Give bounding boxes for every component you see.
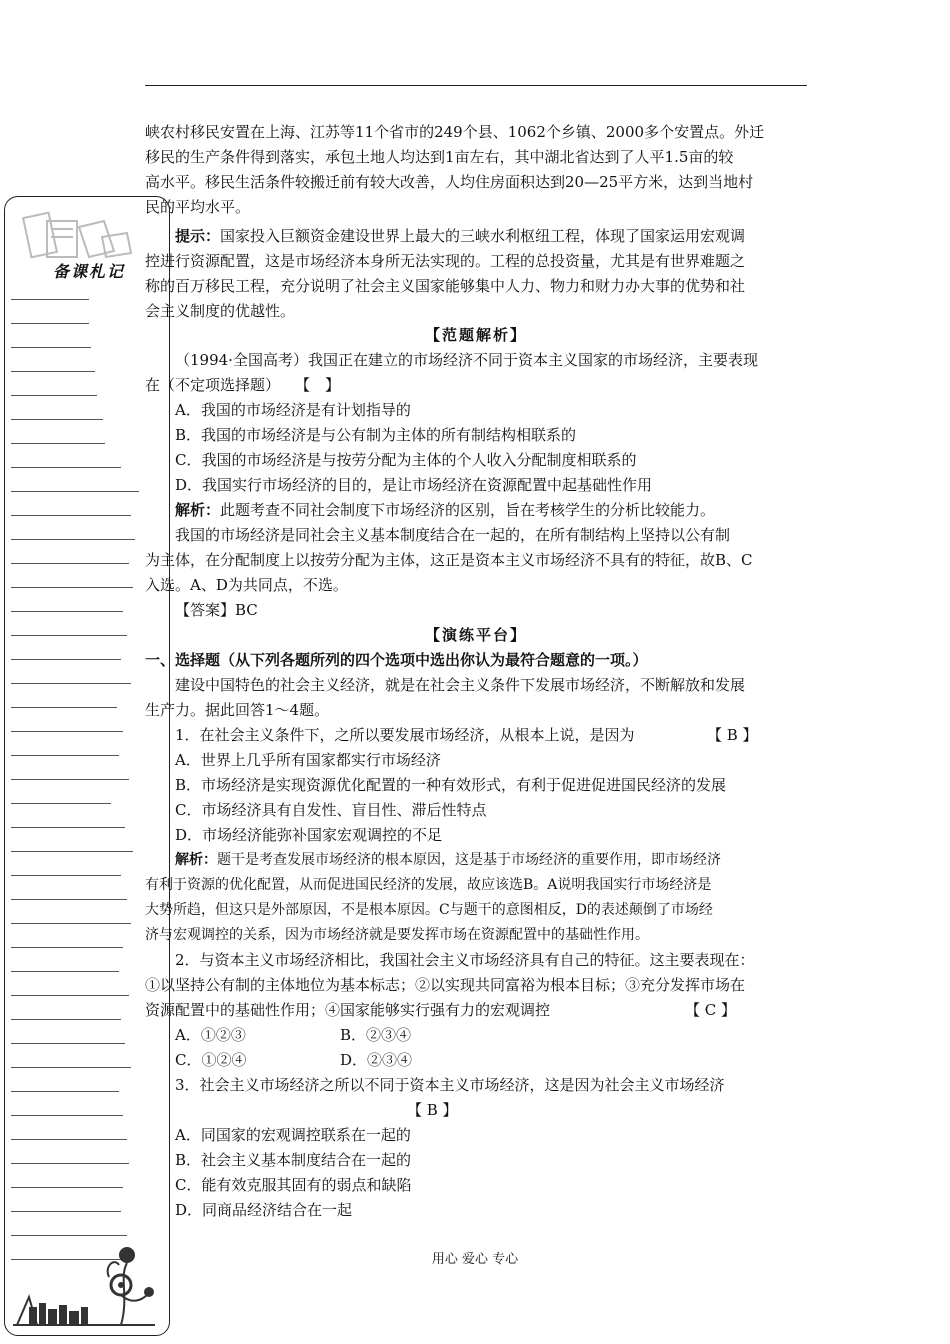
tip-line: 控进行资源配置，这是市场经济本身所无法实现的。工程的总投资量，尤其是有世界难题之 bbox=[145, 252, 746, 270]
note-line bbox=[11, 467, 121, 468]
question-stem: 在（不定项选择题） 【 】 bbox=[145, 376, 341, 394]
option: A．①②③ bbox=[175, 1026, 246, 1044]
paragraph-line: 高水平。移民生活条件较搬迁前有较大改善，人均住房面积达到20—25平方米，达到当地村 bbox=[145, 173, 754, 191]
option: A．我国的市场经济是有计划指导的 bbox=[175, 401, 411, 419]
option: B．社会主义基本制度结合在一起的 bbox=[175, 1151, 412, 1169]
analysis-line: 我国的市场经济是同社会主义基本制度结合在一起的，在所有制结构上坚持以公有制 bbox=[175, 526, 731, 544]
note-line bbox=[11, 1019, 121, 1020]
note-line bbox=[11, 1043, 125, 1044]
paragraph-line: 峡农村移民安置在上海、江苏等11个省市的249个县、1062个乡镇、2000多个安置点。外迁 bbox=[145, 123, 765, 141]
answer-bracket: 【 C 】 bbox=[685, 1001, 737, 1019]
note-line bbox=[11, 587, 133, 588]
option: D．②③④ bbox=[340, 1051, 413, 1069]
note-line bbox=[11, 707, 117, 708]
header-rule bbox=[145, 85, 807, 86]
note-line bbox=[11, 611, 123, 612]
option: C．①②④ bbox=[175, 1051, 247, 1069]
analysis-line: 济与宏观调控的关系，因为市场经济就是要发挥市场在资源配置中的基础性作用。 bbox=[145, 927, 649, 943]
note-line bbox=[11, 491, 139, 492]
note-line bbox=[11, 827, 125, 828]
option: D．同商品经济结合在一起 bbox=[175, 1201, 353, 1219]
note-line bbox=[11, 851, 133, 852]
question-stem: （1994·全国高考）我国正在建立的市场经济不同于资本主义国家的市场经济，主要表现 bbox=[175, 351, 758, 369]
analysis-line: 有利于资源的优化配置，从而促进国民经济的发展，故应该选B。A说明我国实行市场经济是 bbox=[145, 877, 712, 893]
note-line bbox=[11, 371, 95, 372]
note-line bbox=[11, 539, 135, 540]
note-line bbox=[11, 443, 105, 444]
paragraph-line: 移民的生产条件得到落实，承包土地人均达到1亩左右，其中湖北省达到了人平1.5亩的较 bbox=[145, 148, 734, 166]
note-line bbox=[11, 899, 127, 900]
note-line bbox=[11, 635, 127, 636]
note-line bbox=[11, 563, 129, 564]
analysis-line: 大势所趋，但这只是外部原因，不是根本原因。C与题干的意图相反，D的表述颠倒了市场经 bbox=[145, 902, 713, 918]
answer-bracket: 【 B 】 bbox=[707, 726, 758, 744]
tip-line: 称的百万移民工程，充分说明了社会主义国家能够集中人力、物力和财力办大事的优势和社 bbox=[145, 277, 746, 295]
analysis-label: 解析： bbox=[175, 501, 221, 519]
option: C．市场经济具有自发性、盲目性、滞后性特点 bbox=[175, 801, 487, 819]
section-title-practice: 【演练平台】 bbox=[424, 626, 527, 644]
note-line bbox=[11, 395, 97, 396]
note-line bbox=[11, 779, 129, 780]
question-stem: 1．在社会主义条件下，之所以要发展市场经济，从根本上说，是因为 bbox=[175, 726, 635, 744]
option: A．世界上几乎所有国家都实行市场经济 bbox=[175, 751, 441, 769]
analysis-line: 入选。A、D为共同点，不选。 bbox=[145, 576, 348, 594]
option: A．同国家的宏观调控联系在一起的 bbox=[175, 1126, 411, 1144]
analysis-line: 解析：此题考查不同社会制度下市场经济的区别，旨在考核学生的分析比较能力。 bbox=[175, 501, 716, 519]
question-stem: 3．社会主义市场经济之所以不同于资本主义市场经济，这是因为社会主义市场经济 bbox=[175, 1076, 725, 1094]
option: B．市场经济是实现资源优化配置的一种有效形式，有利于促进促进国民经济的发展 bbox=[175, 776, 727, 794]
answer: 【答案】BC bbox=[175, 601, 258, 619]
part-title: 一、选择题（从下列各题所列的四个选项中选出你认为最符合题意的一项。） bbox=[145, 651, 648, 669]
tip-line: 提示：国家投入巨额资金建设世界上最大的三峡水利枢纽工程，体现了国家运用宏观调 bbox=[175, 227, 746, 245]
paragraph-line: 民的平均水平。 bbox=[145, 198, 251, 216]
note-line bbox=[11, 1139, 127, 1140]
analysis-line: 为主体，在分配制度上以按劳分配为主体，这正是资本主义市场经济不具有的特征，故B、C bbox=[145, 551, 753, 569]
note-line bbox=[11, 419, 103, 420]
question-stem: 资源配置中的基础性作用；④国家能够实行强有力的宏观调控 bbox=[145, 1001, 551, 1019]
note-line bbox=[11, 299, 89, 300]
analysis-label: 解析： bbox=[175, 852, 217, 868]
question-stem: ①以坚持公有制的主体地位为基本标志；②以实现共同富裕为根本目标；③充分发挥市场在 bbox=[145, 976, 746, 994]
lesson-notes-sidebar bbox=[4, 196, 170, 1336]
option: B．我国的市场经济是与公有制为主体的所有制结构相联系的 bbox=[175, 426, 577, 444]
option: B．②③④ bbox=[340, 1026, 412, 1044]
tip-line: 会主义制度的优越性。 bbox=[145, 302, 296, 320]
option: C．能有效克服其固有的弱点和缺陷 bbox=[175, 1176, 412, 1194]
intro-line: 建设中国特色的社会主义经济，就是在社会主义条件下发展市场经济，不断解放和发展 bbox=[175, 676, 746, 694]
analysis-line: 解析：题干是考查发展市场经济的根本原因，这是基于市场经济的重要作用，即市场经济 bbox=[175, 852, 721, 868]
section-title-example: 【范题解析】 bbox=[424, 326, 527, 344]
page-footer: 用心 爱心 专心 bbox=[431, 1252, 519, 1267]
question-stem: 2．与资本主义市场经济相比，我国社会主义市场经济具有自己的特征。这主要表现在： bbox=[175, 951, 755, 969]
note-line bbox=[11, 1235, 127, 1236]
note-line bbox=[11, 731, 123, 732]
note-line bbox=[11, 971, 119, 972]
note-line bbox=[11, 323, 89, 324]
note-line bbox=[11, 1187, 123, 1188]
note-line bbox=[11, 1211, 121, 1212]
note-line bbox=[11, 683, 131, 684]
note-line bbox=[11, 515, 131, 516]
option: D．我国实行市场经济的目的，是让市场经济在资源配置中起基础性作用 bbox=[175, 476, 653, 494]
note-line bbox=[11, 347, 91, 348]
note-line bbox=[11, 1115, 123, 1116]
note-line bbox=[11, 875, 121, 876]
note-line bbox=[11, 1067, 131, 1068]
option: D．市场经济能弥补国家宏观调控的不足 bbox=[175, 826, 443, 844]
note-line bbox=[11, 659, 121, 660]
note-line bbox=[11, 1163, 129, 1164]
sidebar-title: 备课札记 bbox=[53, 262, 126, 281]
intro-line: 生产力。据此回答1～4题。 bbox=[145, 701, 330, 719]
note-line bbox=[11, 803, 111, 804]
tip-label: 提示： bbox=[175, 227, 221, 245]
note-line bbox=[11, 923, 131, 924]
note-line bbox=[11, 1091, 119, 1092]
note-line bbox=[11, 755, 119, 756]
note-line bbox=[11, 947, 123, 948]
note-line bbox=[11, 995, 129, 996]
answer-bracket: 【 B 】 bbox=[407, 1101, 458, 1119]
option: C．我国的市场经济是与按劳分配为主体的个人收入分配制度相联系的 bbox=[175, 451, 637, 469]
